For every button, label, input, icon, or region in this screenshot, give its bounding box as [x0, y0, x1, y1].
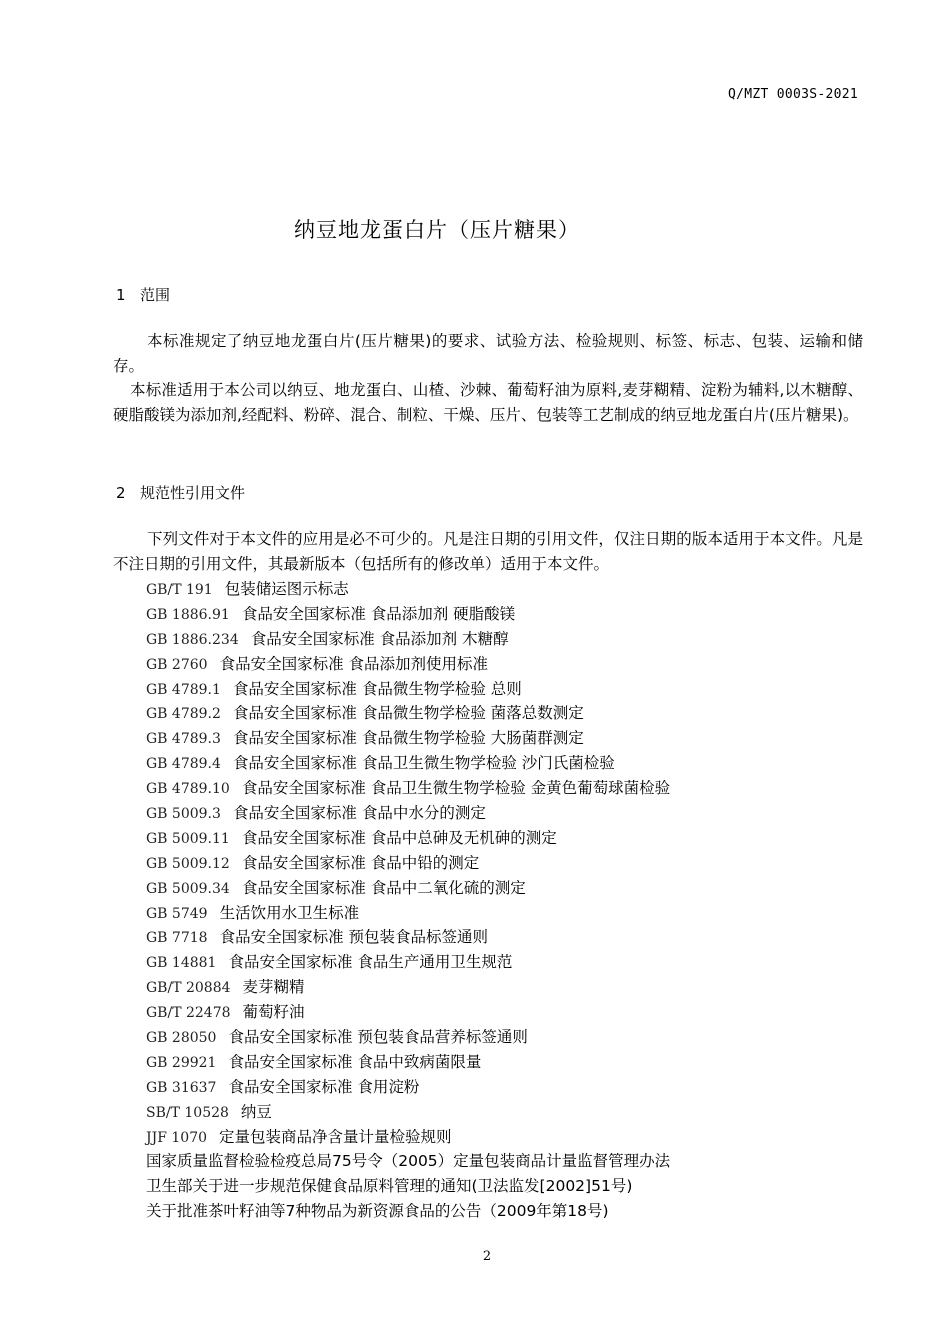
references-intro-paragraph: 下列文件对于本文件的应用是必不可少的。凡是注日期的引用文件，仅注日期的版本适用于本文件。凡是不注日期的引用文件，其最新版本（包括所有的修改单）适用于本文件。 — [113, 530, 863, 573]
reference-title: 葡萄籽油 — [242, 1003, 305, 1022]
reference-title: 食品安全国家标准 预包装食品标签通则 — [219, 928, 488, 947]
reference-item — [146, 652, 670, 677]
reference-item — [146, 901, 670, 926]
reference-title: 食品安全国家标准 食品微生物学检验 大肠菌群测定 — [232, 729, 584, 748]
scope-paragraph-1: 本标准规定了纳豆地龙蛋白片(压片糖果)的要求、试验方法、检验规则、标签、标志、包装、运输和储存。 — [113, 332, 863, 375]
reference-item — [146, 925, 670, 950]
reference-title: 麦芽糊精 — [242, 978, 305, 997]
reference-title: 纳豆 — [240, 1102, 272, 1121]
section-heading-normative-references — [116, 482, 245, 503]
section-title: 范围 — [140, 286, 171, 304]
document-code: Q/MZT 0003S-2021 — [727, 87, 858, 102]
section-number: 1 — [116, 286, 126, 304]
reference-code: GB 4789.4 — [146, 756, 221, 773]
reference-code: GB 31637 — [146, 1079, 217, 1096]
reference-code: GB 1886.234 — [146, 631, 239, 648]
reference-item — [146, 1100, 670, 1125]
reference-code: GB 5009.34 — [146, 880, 230, 897]
reference-title: 国家质量监督检验检疫总局75号令（2005）定量包装商品计量监督管理办法 — [146, 1152, 671, 1171]
document-title: 纳豆地龙蛋白片（压片糖果） — [294, 218, 580, 242]
reference-item — [146, 876, 670, 901]
reference-item — [146, 1075, 670, 1100]
reference-item — [146, 1050, 670, 1075]
reference-item — [146, 751, 670, 776]
reference-item — [146, 826, 670, 851]
reference-code: GB/T 22478 — [146, 1005, 231, 1022]
reference-title: 食品安全国家标准 食品中铅的测定 — [241, 853, 480, 872]
reference-code: GB 2760 — [146, 656, 208, 673]
reference-code: GB 7718 — [146, 930, 208, 947]
reference-item — [146, 1149, 670, 1174]
reference-title: 食品安全国家标准 食品微生物学检验 菌落总数测定 — [232, 704, 584, 723]
reference-title: 包装储运图示标志 — [224, 580, 349, 598]
reference-item — [146, 851, 670, 876]
reference-item — [146, 801, 670, 826]
reference-code: GB 28050 — [146, 1030, 217, 1047]
reference-title: 食品安全国家标准 食品中水分的测定 — [232, 804, 486, 823]
reference-title: 食品安全国家标准 食品生产通用卫生规范 — [228, 953, 513, 972]
reference-code: GB/T 191 — [146, 582, 213, 598]
reference-list — [146, 577, 670, 1224]
reference-title: 食品安全国家标准 预包装食品营养标签通则 — [228, 1028, 528, 1047]
reference-title: 食品安全国家标准 食品中二氧化硫的测定 — [241, 878, 526, 897]
reference-item — [146, 726, 670, 751]
reference-item — [146, 1199, 670, 1224]
reference-code: GB 4789.10 — [146, 781, 230, 798]
reference-title: 卫生部关于进一步规范保健食品原料管理的通知(卫法监发[2002]51号) — [146, 1177, 633, 1196]
reference-item — [146, 627, 670, 652]
reference-code: JJF 1070 — [146, 1129, 208, 1146]
reference-title: 食品安全国家标准 食品卫生微生物学检验 沙门氏菌检验 — [232, 754, 615, 773]
reference-code: GB 5749 — [146, 905, 208, 922]
reference-title: 食品安全国家标准 食品添加剂 木糖醇 — [250, 629, 509, 648]
reference-title: 食品安全国家标准 食品添加剂 硬脂酸镁 — [241, 604, 516, 623]
section-number: 2 — [116, 484, 126, 502]
reference-title: 食品安全国家标准 食品微生物学检验 总则 — [232, 679, 522, 698]
section-title: 规范性引用文件 — [140, 484, 246, 502]
reference-title: 定量包装商品净含量计量检验规则 — [219, 1127, 452, 1146]
reference-item — [146, 577, 670, 602]
reference-code: GB 5009.3 — [146, 806, 221, 823]
reference-item — [146, 602, 670, 627]
reference-item — [146, 776, 670, 801]
section-heading-scope — [116, 284, 170, 305]
reference-code: GB 4789.1 — [146, 681, 221, 698]
reference-title: 食品安全国家标准 食用淀粉 — [228, 1077, 420, 1096]
reference-title: 食品安全国家标准 食品中总砷及无机砷的测定 — [241, 828, 557, 847]
reference-item — [146, 1125, 670, 1150]
reference-item — [146, 950, 670, 975]
reference-code: GB 4789.3 — [146, 731, 221, 748]
reference-title: 食品安全国家标准 食品添加剂使用标准 — [219, 654, 488, 673]
page-number: 2 — [482, 1249, 492, 1264]
reference-code: GB 4789.2 — [146, 706, 221, 723]
reference-item — [146, 1000, 670, 1025]
reference-item — [146, 677, 670, 702]
reference-code: GB/T 20884 — [146, 980, 231, 997]
reference-code: SB/T 10528 — [146, 1104, 229, 1121]
reference-code: GB 29921 — [146, 1054, 217, 1071]
reference-title: 生活饮用水卫生标准 — [219, 903, 360, 922]
reference-code: GB 14881 — [146, 955, 217, 972]
scope-paragraph-2: 本标准适用于本公司以纳豆、地龙蛋白、山楂、沙棘、葡萄籽油为原料,麦芽糊精、淀粉为辅料,以木糖醇、硬脂酸镁为添加剂,经配料、粉碎、混合、制粒、干燥、压片、包装等工艺制成的纳豆地龙蛋白片(压片糖果)。 — [113, 381, 863, 424]
reference-title: 食品安全国家标准 食品卫生微生物学检验 金黄色葡萄球菌检验 — [241, 779, 671, 798]
reference-item — [146, 975, 670, 1000]
reference-item — [146, 1025, 670, 1050]
reference-item — [146, 701, 670, 726]
reference-item — [146, 1174, 670, 1199]
reference-title: 食品安全国家标准 食品中致病菌限量 — [228, 1052, 482, 1071]
reference-code: GB 5009.11 — [146, 830, 230, 847]
reference-code: GB 5009.12 — [146, 855, 230, 872]
reference-title: 关于批准茶叶籽油等7种物品为新资源食品的公告（2009年第18号) — [146, 1202, 609, 1221]
reference-code: GB 1886.91 — [146, 606, 230, 623]
